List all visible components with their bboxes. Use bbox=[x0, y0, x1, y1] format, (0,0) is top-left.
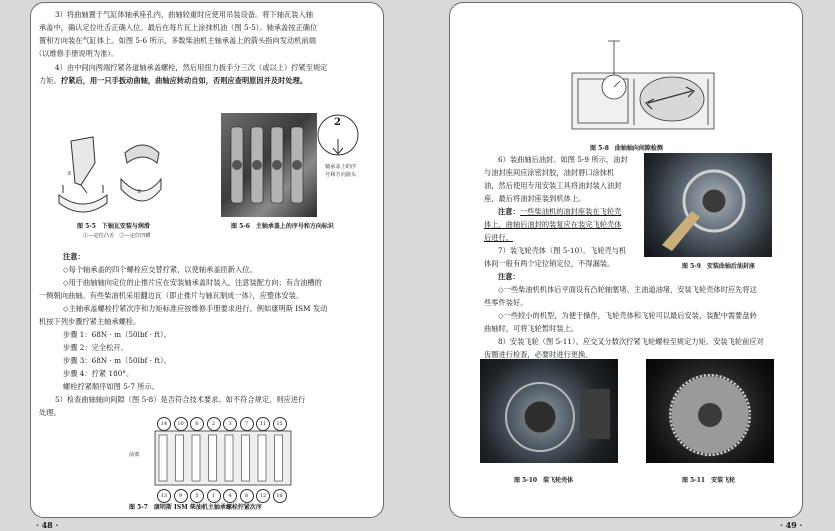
paragraph-line: 座，最后将油封座装到机体上。 bbox=[484, 194, 586, 203]
callout-number: 2 bbox=[334, 117, 342, 128]
note-heading: 注意： bbox=[498, 207, 520, 216]
figure-caption: 图 5-5 下轴瓦安装与润滑 bbox=[77, 223, 150, 230]
bolt-order-number: 8 bbox=[240, 489, 254, 503]
bearing-cap-column bbox=[192, 435, 200, 481]
note-line: 一些柴油机的油封座装在飞轮壳 bbox=[520, 207, 622, 216]
bolt-order-number: 13 bbox=[157, 489, 171, 503]
note-line: ◇一些较小的机型，为便于操作，飞轮壳体和飞轮可以最后安装，装配中需要盘转 bbox=[498, 311, 757, 320]
page-number: · 49 · bbox=[780, 520, 803, 530]
note-line: 些零件装好。 bbox=[484, 298, 528, 307]
page-number: · 48 · bbox=[36, 520, 59, 530]
paragraph-line: （以维修手册说明为准）。 bbox=[35, 49, 119, 58]
note-line: 曲轴时，可将飞轮暂时装上。 bbox=[484, 324, 579, 333]
bolt-order-number: 3 bbox=[223, 417, 237, 431]
bolt-order-number: 2 bbox=[207, 417, 221, 431]
figure-label: ① bbox=[67, 171, 72, 177]
bolt-order-number: 11 bbox=[256, 417, 270, 431]
paragraph-line: 处理。 bbox=[39, 408, 61, 417]
note-line: ◇用于曲轴轴向定位的止推片应在安装轴承盖时装入，注意装配方向；有含油槽的 bbox=[63, 278, 322, 287]
bearing-cap-column bbox=[275, 435, 283, 481]
right-page bbox=[449, 2, 803, 518]
bolt-order-number: 7 bbox=[240, 417, 254, 431]
paragraph-line: 7）装飞轮壳体（图 5-10）。飞轮壳与机 bbox=[498, 246, 627, 255]
figure-label: ② bbox=[137, 189, 142, 195]
note-line: 体上，曲轴后油封的装复应在装完飞轮壳体 bbox=[484, 220, 622, 229]
bearing-cap-column bbox=[159, 435, 167, 481]
figure-subcaption: ①—定位凸舌 ②—定位凹槽 bbox=[83, 233, 151, 239]
note-line: 步骤 1：68N · m（50lbf · ft）。 bbox=[63, 330, 171, 339]
paragraph-line: 4）由中间向两端拧紧各道轴承盖螺栓，然后用扭力扳手分三次（或以上）拧紧至规定 bbox=[55, 63, 328, 72]
figure-caption: 图 5-7 康明斯 ISM 柴油机主轴承螺栓拧紧次序 bbox=[129, 504, 262, 511]
paragraph-line: 承盖中，确认定位吐舌正确入位。最后在每片瓦上涂抹机油（图 5-5）。轴承盖按正确位 bbox=[39, 23, 318, 32]
paragraph-line: 6）装曲轴后油封。如图 5-9 所示，油封 bbox=[498, 155, 628, 164]
figure-caption: 图 5-6 主轴承盖上的序号和方向标识 bbox=[231, 223, 334, 230]
figure-caption: 图 5-10 装飞轮壳体 bbox=[514, 477, 574, 484]
note-line: 后进行。 bbox=[484, 233, 513, 242]
bolt-order-number: 6 bbox=[190, 417, 204, 431]
bolt-order-number: 5 bbox=[190, 489, 204, 503]
bolt-order-number: 15 bbox=[273, 417, 287, 431]
bolt-order-number: 16 bbox=[273, 489, 287, 503]
note-line: 螺栓拧紧顺序如图 5-7 所示。 bbox=[63, 382, 160, 391]
bearing-cap-column bbox=[225, 435, 233, 481]
paragraph-line: 置和方向装在气缸体上。如图 5-6 所示，多数柴油机主轴承盖上的箭头指向发动机前端 bbox=[39, 36, 316, 45]
left-page bbox=[30, 2, 384, 518]
figure-5-8-drawing bbox=[568, 33, 718, 137]
bearing-cap-column bbox=[242, 435, 250, 481]
note-heading: 注意： bbox=[63, 252, 85, 261]
callout-text: 号和方向箭头 bbox=[325, 172, 357, 178]
note-line: 机按下列步骤拧紧主轴承螺栓。 bbox=[39, 317, 141, 326]
bearing-cap-column bbox=[209, 435, 217, 481]
paragraph-line: 力矩。 bbox=[39, 76, 61, 85]
bearing-cap-column bbox=[176, 435, 184, 481]
paragraph-line: 齿圈进行检查，必要时进行更换。 bbox=[484, 350, 593, 359]
figure-5-9-photo bbox=[644, 153, 772, 257]
note-line: 一侧朝向曲轴。有些柴油机采用翻边瓦（即止推片与轴瓦制成一体），应整体安装。 bbox=[39, 291, 304, 300]
note-line: ◇一些柴油机机体后平面设有凸轮轴塞堵、主油道油堵，安装飞轮壳体时应先将这 bbox=[498, 285, 757, 294]
paragraph-line: 体间一般有两个定位销定位，不得漏装。 bbox=[484, 259, 615, 268]
front-label: 前部 bbox=[129, 452, 140, 458]
bearing-cap-column bbox=[258, 435, 266, 481]
figure-5-10-photo bbox=[480, 359, 618, 463]
figure-caption: 图 5-11 安装飞轮 bbox=[682, 477, 736, 484]
figure-5-11-photo bbox=[646, 359, 774, 463]
paragraph-line: 油，然后使用专用安装工具将油封装入油封 bbox=[484, 181, 622, 190]
bolt-order-number: 10 bbox=[174, 417, 188, 431]
figure-caption: 图 5-9 安装曲轴后油封座 bbox=[682, 263, 755, 270]
figure-5-6-photo bbox=[221, 113, 317, 217]
figure-caption: 图 5-8 曲轴轴向间隙检测 bbox=[590, 145, 663, 152]
bolt-order-number: 14 bbox=[157, 417, 171, 431]
note-line: 步骤 2：完全松开。 bbox=[63, 343, 128, 352]
note-heading: 注意： bbox=[498, 272, 520, 281]
note-line: 步骤 3：68N · m（50lbf · ft）。 bbox=[63, 356, 171, 365]
bolt-order-number: 1 bbox=[207, 489, 221, 503]
bolt-order-number: 4 bbox=[223, 489, 237, 503]
paragraph-line: 5）检查曲轴轴向间隙（图 5-8）是否符合技术要求。如不符合规定，则应进行 bbox=[55, 395, 306, 404]
note-line: 步骤 4：拧紧 180°。 bbox=[63, 369, 134, 378]
paragraph-line: 与油封座间应涂密封胶，油封唇口涂抹机 bbox=[484, 168, 615, 177]
callout-text: 轴承盖上的序 bbox=[325, 164, 357, 170]
bolt-order-number: 9 bbox=[174, 489, 188, 503]
bolt-order-number: 12 bbox=[256, 489, 270, 503]
note-line: ◇每个轴承盖的四个螺栓应交替拧紧，以使轴承盖匝新入位。 bbox=[63, 265, 257, 274]
paragraph-line: 3）将曲轴置于气缸体轴承座孔内，曲轴较重时应使用吊装设备。将下轴瓦装入轴 bbox=[55, 10, 313, 19]
paragraph-line: 8）安装飞轮（图 5-11）。应交叉分数次拧紧飞轮螺栓至规定力矩。安装飞轮前应对 bbox=[498, 337, 764, 346]
paragraph-line-bold: 拧紧后，用一只手扳动曲轴，曲轴应转动自如，否则应查明原因并及时处理。 bbox=[61, 76, 308, 85]
note-line: ◇主轴承盖螺栓拧紧次序和力矩标准应按维修手册要求进行。例如康明斯 ISM 发动 bbox=[63, 304, 328, 313]
